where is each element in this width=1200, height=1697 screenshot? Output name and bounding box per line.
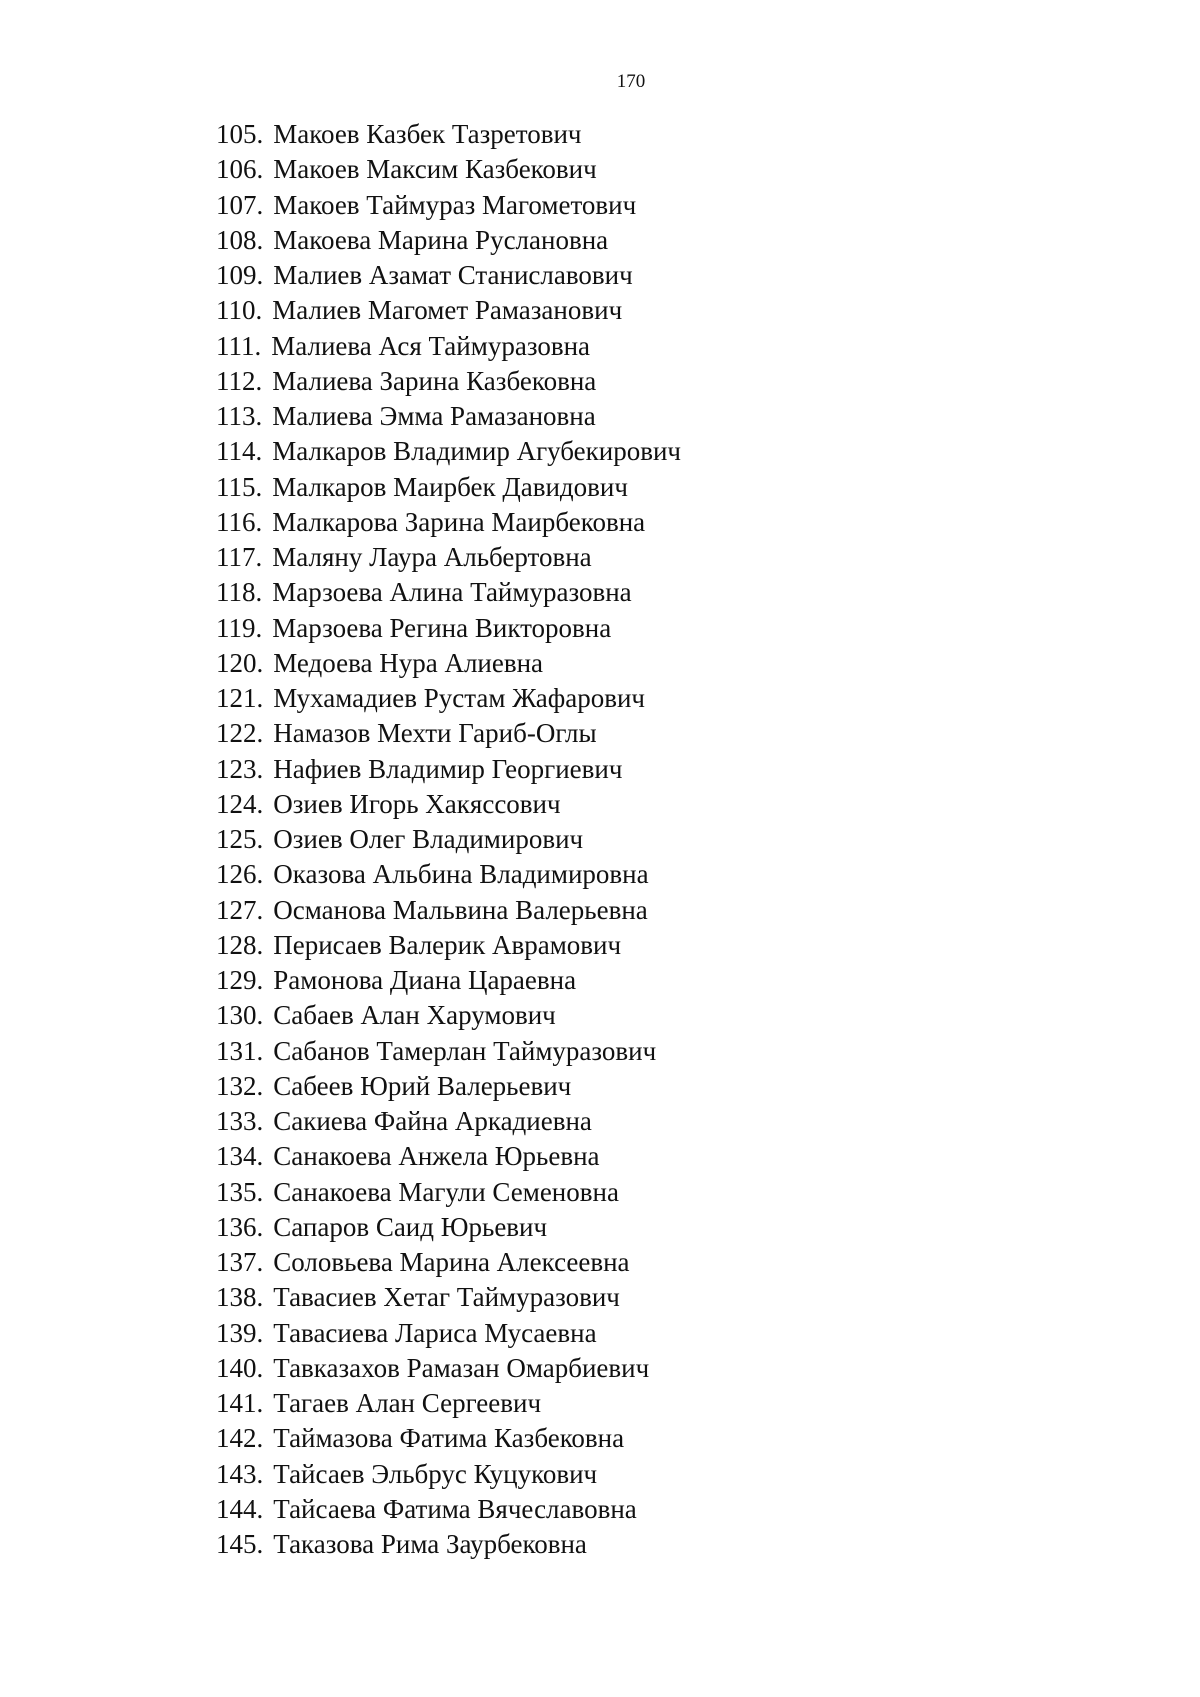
list-item [216, 1351, 681, 1386]
list-item [216, 646, 681, 681]
list-item [216, 223, 681, 258]
item-number: 122. [216, 718, 264, 749]
item-name: Намазов Мехти Гариб-Оглы [273, 718, 597, 749]
list-item [216, 1034, 681, 1069]
item-name: Сапаров Саид Юрьевич [273, 1211, 548, 1242]
item-name: Малкаров Владимир Агубекирович [272, 436, 682, 467]
item-number: 119. [216, 612, 263, 643]
list-item [216, 1457, 681, 1492]
list-item [216, 1139, 681, 1174]
item-number: 110. [216, 295, 263, 326]
item-number: 145. [216, 1529, 264, 1559]
item-name: Тагаев Алан Сергеевич [273, 1388, 542, 1418]
item-name: Озиев Олег Владимирович [273, 824, 584, 854]
item-name: Османова Мальвина Валерьевна [273, 894, 648, 925]
item-number: 131. [216, 1035, 264, 1066]
item-name: Озиев Игорь Хакяссович [273, 788, 561, 819]
item-number: 112. [216, 365, 263, 396]
list-item [216, 893, 681, 928]
item-name: Сакиева Файна Аркадиевна [273, 1106, 592, 1136]
list-item [216, 293, 681, 328]
item-name: Сабанов Тамерлан Таймуразович [273, 1035, 657, 1066]
item-name: Тавказахов Рамазан Омарбиевич [273, 1352, 650, 1383]
list-item [216, 258, 681, 293]
item-number: 135. [216, 1176, 264, 1207]
list-item [216, 857, 681, 892]
list-item [216, 752, 681, 787]
list-item [216, 1527, 681, 1562]
item-name: Тайсаев Эльбрус Куцукович [273, 1458, 598, 1489]
item-name: Макоев Таймураз Магометович [273, 189, 637, 220]
item-number: 138. [216, 1282, 264, 1313]
item-number: 144. [216, 1493, 264, 1524]
item-number: 125. [216, 824, 264, 854]
item-number: 129. [216, 965, 264, 995]
item-number: 134. [216, 1141, 264, 1172]
item-number: 108. [216, 224, 264, 255]
item-number: 126. [216, 859, 264, 890]
list-item [216, 1492, 681, 1527]
page-number: 170 [616, 71, 646, 92]
item-number: 128. [216, 929, 264, 960]
list-item [216, 822, 681, 857]
list-item [216, 1245, 681, 1280]
list-item [216, 716, 681, 751]
item-number: 120. [216, 647, 264, 678]
item-number: 116. [216, 506, 263, 537]
item-number: 133. [216, 1106, 264, 1136]
item-number: 137. [216, 1247, 264, 1277]
list-item [216, 787, 681, 822]
item-name: Тавасиев Хетаг Таймуразович [273, 1282, 620, 1313]
item-number: 130. [216, 1000, 264, 1031]
item-name: Малкаров Маирбек Давидович [272, 471, 628, 502]
list-item [216, 575, 681, 610]
item-name: Малкарова Зарина Маирбековна [272, 506, 646, 537]
item-number: 124. [216, 788, 264, 819]
list-item [216, 505, 681, 540]
item-name: Марзоева Регина Викторовна [272, 612, 612, 643]
item-name: Тавасиева Лариса Мусаевна [273, 1317, 597, 1348]
item-number: 107. [216, 189, 264, 220]
item-name: Таказова Рима Заурбековна [273, 1529, 587, 1559]
item-name: Мухамадиев Рустам Жафарович [273, 683, 645, 713]
item-name: Макоев Максим Казбекович [273, 154, 597, 185]
item-number: 139. [216, 1317, 264, 1348]
item-number: 113. [216, 401, 263, 431]
list-item [216, 188, 681, 223]
list-item [216, 1069, 681, 1104]
item-number: 142. [216, 1423, 264, 1454]
item-number: 106. [216, 154, 264, 185]
item-name: Санакоева Магули Семеновна [273, 1176, 619, 1207]
item-name: Оказова Альбина Владимировна [273, 859, 649, 890]
name-list [216, 117, 681, 1562]
item-number: 105. [216, 119, 264, 149]
item-number: 132. [216, 1070, 264, 1101]
list-item [216, 1316, 681, 1351]
list-item [216, 152, 681, 187]
item-name: Марзоева Алина Таймуразовна [272, 577, 632, 608]
item-number: 115. [216, 471, 263, 502]
item-name: Макоева Марина Руслановна [273, 224, 609, 255]
item-number: 117. [216, 542, 263, 572]
list-item [216, 681, 681, 716]
item-number: 111. [216, 330, 262, 361]
item-name: Малиева Зарина Казбековна [272, 365, 597, 396]
item-name: Тайсаева Фатима Вячеславовна [273, 1493, 637, 1524]
item-name: Макоев Казбек Тазретович [273, 119, 582, 149]
item-name: Сабеев Юрий Валерьевич [273, 1070, 572, 1101]
list-item [216, 611, 681, 646]
item-name: Малиева Эмма Рамазановна [272, 401, 596, 431]
item-number: 121. [216, 683, 264, 713]
list-item [216, 1104, 681, 1139]
item-name: Малиева Ася Таймуразовна [271, 330, 591, 361]
item-name: Соловьева Марина Алексеевна [273, 1247, 630, 1277]
item-number: 141. [216, 1388, 264, 1418]
list-item [216, 1175, 681, 1210]
list-item [216, 540, 681, 575]
list-item [216, 998, 681, 1033]
item-name: Сабаев Алан Харумович [273, 1000, 556, 1031]
list-item [216, 1421, 681, 1456]
list-item [216, 1210, 681, 1245]
list-item [216, 963, 681, 998]
item-name: Таймазова Фатима Казбековна [273, 1423, 625, 1454]
list-item [216, 470, 681, 505]
item-number: 143. [216, 1458, 264, 1489]
item-number: 114. [216, 436, 263, 467]
list-item [216, 364, 681, 399]
item-name: Нафиев Владимир Георгиевич [273, 753, 623, 784]
list-item [216, 117, 681, 152]
item-number: 136. [216, 1211, 264, 1242]
item-name: Маляну Лаура Альбертовна [272, 542, 592, 572]
list-item [216, 434, 681, 469]
item-number: 123. [216, 753, 264, 784]
list-item [216, 928, 681, 963]
list-item [216, 329, 681, 364]
item-name: Перисаев Валерик Аврамович [273, 929, 622, 960]
list-item [216, 1386, 681, 1421]
item-number: 118. [216, 577, 263, 608]
item-number: 127. [216, 894, 264, 925]
list-item [216, 1280, 681, 1315]
item-name: Малиев Магомет Рамазанович [272, 295, 623, 326]
item-number: 140. [216, 1352, 264, 1383]
list-item [216, 399, 681, 434]
item-number: 109. [216, 260, 264, 290]
item-name: Медоева Нура Алиевна [273, 647, 544, 678]
item-name: Рамонова Диана Цараевна [273, 965, 577, 995]
item-name: Малиев Азамат Станиславович [273, 260, 633, 290]
item-name: Санакоева Анжела Юрьевна [273, 1141, 600, 1172]
